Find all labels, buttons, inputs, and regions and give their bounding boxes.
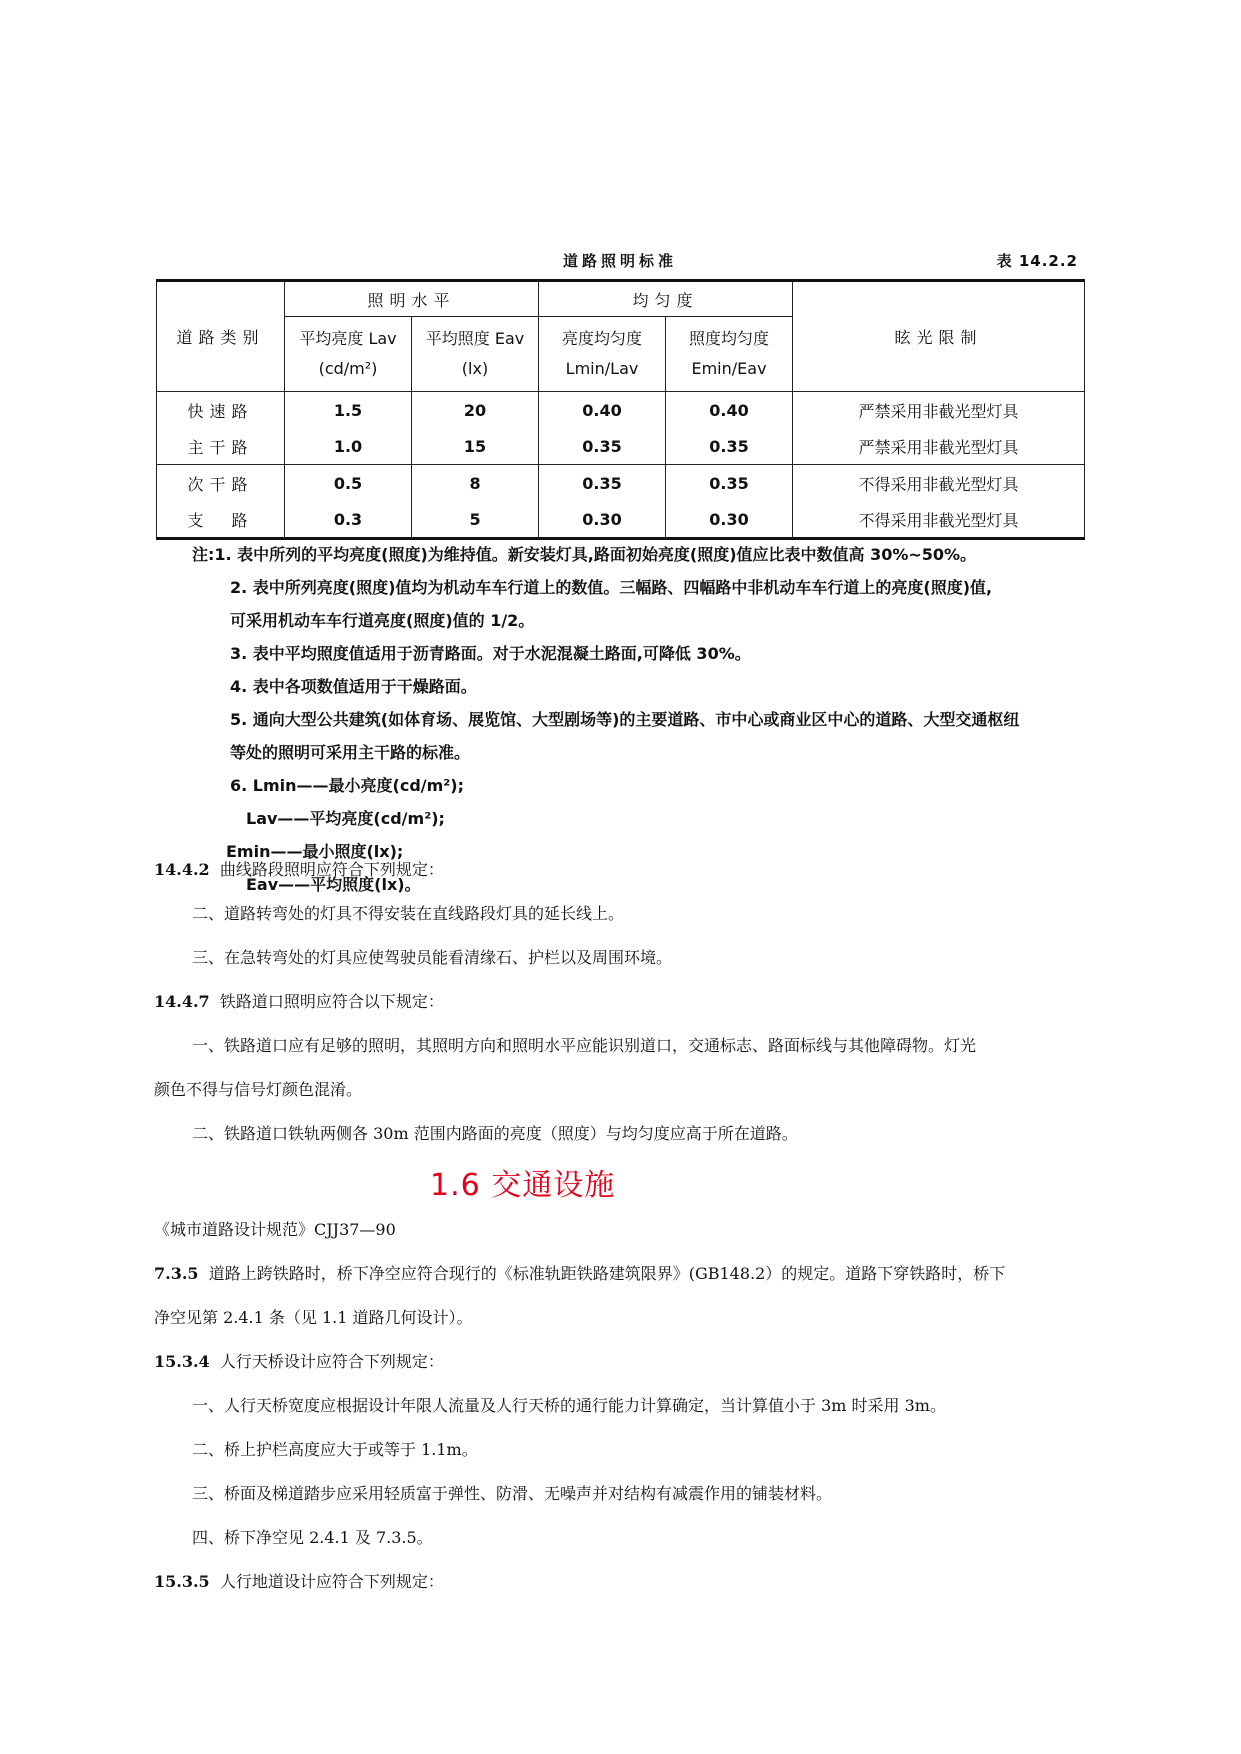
note-2-line-1: 2. 表中所列亮度(照度)值均为机动车车行道上的数值。三幅路、四幅路中非机动车车行道上的亮度(照度)值, <box>230 578 993 597</box>
note-2-line-2: 可采用机动车车行道亮度(照度)值的 1/2。 <box>230 611 535 630</box>
clause-number: 14.4.7 <box>154 992 210 1011</box>
clause-number: 15.3.4 <box>154 1352 210 1371</box>
clause-15-3-4-item-2: 二、桥上护栏高度应大于或等于 1.1m。 <box>192 1440 478 1459</box>
cell-avg-illuminance: 15 <box>412 428 539 465</box>
clause-14-4-2-item-3: 三、在急转弯处的灯具应使驾驶员能看清缘石、护栏以及周围环境。 <box>192 948 673 967</box>
clause-15-3-5 <box>154 1571 1114 1593</box>
cell-illuminance-uniformity: 0.30 <box>666 501 793 539</box>
header-uniformity: 均匀度 <box>539 281 793 317</box>
clause-14-4-2-item-2: 二、道路转弯处的灯具不得安装在直线路段灯具的延长线上。 <box>192 904 625 923</box>
cell-road-type: 支 路 <box>157 501 285 539</box>
clause-15-3-4-item-3: 三、桥面及梯道踏步应采用轻质富于弹性、防滑、无噪声并对结构有减震作用的铺装材料。 <box>192 1484 833 1503</box>
clause-14-4-7-item-1-line-1: 一、铁路道口应有足够的照明，其照明方向和照明水平应能识别道口，交通标志、路面标线与其他障碍物。灯光 <box>192 1036 977 1055</box>
clause-14-4-7-item-2: 二、铁路道口铁轨两侧各 30m 范围内路面的亮度（照度）与均匀度应高于所在道路。 <box>192 1124 798 1143</box>
note-1: 注:1. 表中所列的平均亮度(照度)为维持值。新安装灯具,路面初始亮度(照度)值应比表中数值高 30%~50%。 <box>192 545 977 564</box>
cell-road-type: 主干路 <box>157 428 285 465</box>
cell-avg-luminance: 0.5 <box>285 465 412 502</box>
clause-7-3-5-line-1 <box>154 1263 1114 1285</box>
cell-avg-illuminance: 5 <box>412 501 539 539</box>
clause-text: 道路上跨铁路时，桥下净空应符合现行的《标准轨距铁路建筑限界》(GB148.2）的规定。道路下穿铁路时，桥下 <box>208 1264 1006 1283</box>
note-6-line-2: Lav——平均亮度(cd/m²); <box>246 809 445 828</box>
clause-15-3-4-item-1: 一、人行天桥宽度应根据设计年限人流量及人行天桥的通行能力计算确定，当计算值小于 3m 时采用 3m。 <box>192 1396 946 1415</box>
header-illuminance-uniformity-label: 照度均匀度 <box>689 329 770 348</box>
header-avg-illuminance-unit: (lx) <box>461 359 489 378</box>
cell-luminance-uniformity: 0.35 <box>539 428 666 465</box>
note-3: 3. 表中平均照度值适用于沥青路面。对于水泥混凝土路面,可降低 30%。 <box>230 644 751 663</box>
cell-avg-luminance: 1.0 <box>285 428 412 465</box>
clause-14-4-7-item-1-line-2: 颜色不得与信号灯颜色混淆。 <box>154 1080 363 1099</box>
header-glare: 眩光限制 <box>793 281 1085 392</box>
cell-luminance-uniformity: 0.35 <box>539 465 666 502</box>
clause-14-4-7 <box>154 991 1114 1013</box>
cell-avg-luminance: 1.5 <box>285 392 412 429</box>
cell-luminance-uniformity: 0.40 <box>539 392 666 429</box>
clause-text: 人行地道设计应符合下列规定： <box>219 1572 444 1591</box>
table-number: 表 14.2.2 <box>996 252 1078 270</box>
cell-road-type: 次干路 <box>157 465 285 502</box>
clause-number: 14.4.2 <box>154 860 210 879</box>
header-avg-illuminance-label: 平均照度 Eav <box>425 329 525 348</box>
header-luminance-uniformity-label: 亮度均匀度 <box>562 329 643 348</box>
header-avg-illuminance <box>412 317 539 392</box>
cell-illuminance-uniformity: 0.35 <box>666 428 793 465</box>
note-6-line-4: Eav——平均照度(lx)。 <box>246 875 421 894</box>
cell-illuminance-uniformity: 0.35 <box>666 465 793 502</box>
header-illuminance-uniformity <box>666 317 793 392</box>
clause-14-4-2 <box>154 859 1114 881</box>
table-row <box>157 501 1085 539</box>
cell-avg-illuminance: 8 <box>412 465 539 502</box>
note-4: 4. 表中各项数值适用于干燥路面。 <box>230 677 477 696</box>
table-row <box>157 428 1085 465</box>
header-luminance-uniformity-formula: Lmin/Lav <box>565 359 639 378</box>
table-title: 道路照明标准 <box>562 252 677 270</box>
table-notes <box>192 540 1092 903</box>
header-avg-luminance <box>285 317 412 392</box>
note-5-line-1: 5. 通向大型公共建筑(如体育场、展览馆、大型剧场等)的主要道路、市中心或商业区中心的道路、大型交通枢纽 <box>230 710 1020 729</box>
road-lighting-table <box>156 279 1085 540</box>
cell-avg-luminance: 0.3 <box>285 501 412 539</box>
cell-glare: 不得采用非截光型灯具 <box>793 465 1085 502</box>
clause-text: 铁路道口照明应符合以下规定： <box>219 992 444 1011</box>
note-6-line-1: 6. Lmin——最小亮度(cd/m²); <box>230 776 465 795</box>
cell-illuminance-uniformity: 0.40 <box>666 392 793 429</box>
clause-15-3-4 <box>154 1351 1114 1373</box>
cell-glare: 不得采用非截光型灯具 <box>793 501 1085 539</box>
clause-number: 15.3.5 <box>154 1572 210 1591</box>
table-caption <box>156 250 1084 276</box>
clause-7-3-5-line-2: 净空见第 2.4.1 条（见 1.1 道路几何设计）。 <box>154 1308 473 1327</box>
header-illumination-level: 照明水平 <box>285 281 539 317</box>
standard-reference: 《城市道路设计规范》CJJ37—90 <box>154 1220 396 1239</box>
header-illuminance-uniformity-formula: Emin/Eav <box>691 359 767 378</box>
note-5-line-2: 等处的照明可采用主干路的标准。 <box>230 743 471 762</box>
clause-number: 7.3.5 <box>154 1264 199 1283</box>
cell-road-type: 快速路 <box>157 392 285 429</box>
clause-text: 曲线路段照明应符合下列规定： <box>219 860 444 879</box>
cell-glare: 严禁采用非截光型灯具 <box>793 428 1085 465</box>
cell-luminance-uniformity: 0.30 <box>539 501 666 539</box>
table-row <box>157 392 1085 429</box>
cell-glare: 严禁采用非截光型灯具 <box>793 392 1085 429</box>
header-avg-luminance-unit: (cd/m²) <box>318 359 378 378</box>
clause-15-3-4-item-4: 四、桥下净空见 2.4.1 及 7.3.5。 <box>192 1528 433 1547</box>
header-luminance-uniformity <box>539 317 666 392</box>
header-avg-luminance-label: 平均亮度 Lav <box>299 329 397 348</box>
header-road-type: 道路类别 <box>157 281 285 392</box>
section-heading: 1.6 交通设施 <box>430 1168 616 1203</box>
note-6-line-3: Emin——最小照度(lx); <box>226 842 404 861</box>
cell-avg-illuminance: 20 <box>412 392 539 429</box>
clause-text: 人行天桥设计应符合下列规定： <box>219 1352 444 1371</box>
table-row <box>157 465 1085 502</box>
